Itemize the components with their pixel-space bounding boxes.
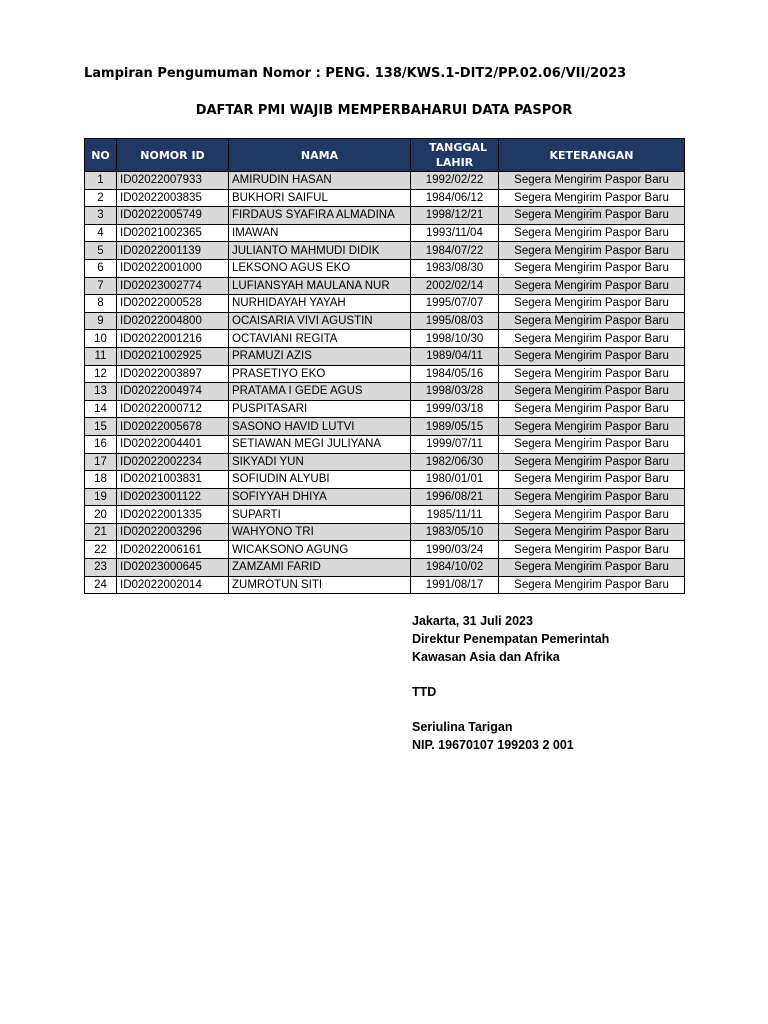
table-row	[85, 383, 685, 401]
cell-nama: IMAWAN	[229, 224, 411, 242]
column-header-note: KETERANGAN	[499, 139, 685, 172]
cell-nama: ZUMROTUN SITI	[229, 576, 411, 594]
cell-keterangan: Segera Mengirim Paspor Baru	[499, 541, 685, 559]
cell-keterangan: Segera Mengirim Paspor Baru	[499, 172, 685, 190]
cell-nomor-id: ID02022002234	[117, 453, 229, 471]
cell-no: 6	[85, 259, 117, 277]
cell-no: 3	[85, 207, 117, 225]
table-row	[85, 330, 685, 348]
table-row	[85, 418, 685, 436]
cell-tanggal-lahir: 1999/03/18	[411, 400, 499, 418]
cell-tanggal-lahir: 1989/04/11	[411, 347, 499, 365]
cell-nama: PRASETIYO EKO	[229, 365, 411, 383]
cell-keterangan: Segera Mengirim Paspor Baru	[499, 435, 685, 453]
cell-keterangan: Segera Mengirim Paspor Baru	[499, 207, 685, 225]
cell-nama: AMIRUDIN HASAN	[229, 172, 411, 190]
cell-tanggal-lahir: 2002/02/14	[411, 277, 499, 295]
table-row	[85, 172, 685, 190]
cell-nomor-id: ID02022003835	[117, 189, 229, 207]
cell-nama: LUFIANSYAH MAULANA NUR	[229, 277, 411, 295]
signature-position-line-2: Kawasan Asia dan Afrika	[412, 650, 560, 664]
table-row	[85, 506, 685, 524]
document-title: DAFTAR PMI WAJIB MEMPERBAHARUI DATA PASPOR	[195, 103, 573, 118]
cell-nama: SOFIUDIN ALYUBI	[229, 471, 411, 489]
cell-nama: LEKSONO AGUS EKO	[229, 259, 411, 277]
cell-tanggal-lahir: 1993/11/04	[411, 224, 499, 242]
annex-reference-line: Lampiran Pengumuman Nomor : PENG. 138/KWS.1-DIT2/PP.02.06/VII/2023	[84, 66, 627, 81]
cell-keterangan: Segera Mengirim Paspor Baru	[499, 576, 685, 594]
cell-nomor-id: ID02022004401	[117, 435, 229, 453]
cell-no: 24	[85, 576, 117, 594]
cell-nomor-id: ID02022003897	[117, 365, 229, 383]
cell-nomor-id: ID02022007933	[117, 172, 229, 190]
cell-nomor-id: ID02022006161	[117, 541, 229, 559]
cell-nama: SASONO HAVID LUTVI	[229, 418, 411, 436]
cell-keterangan: Segera Mengirim Paspor Baru	[499, 295, 685, 313]
column-header-id: NOMOR ID	[117, 139, 229, 172]
cell-tanggal-lahir: 1985/11/11	[411, 506, 499, 524]
cell-no: 10	[85, 330, 117, 348]
table-row	[85, 189, 685, 207]
cell-nomor-id: ID02023001122	[117, 488, 229, 506]
cell-tanggal-lahir: 1984/05/16	[411, 365, 499, 383]
column-header-no: NO	[85, 139, 117, 172]
cell-no: 13	[85, 383, 117, 401]
cell-nomor-id: ID02022001139	[117, 242, 229, 260]
cell-nama: SUPARTI	[229, 506, 411, 524]
cell-no: 7	[85, 277, 117, 295]
cell-tanggal-lahir: 1995/08/03	[411, 312, 499, 330]
cell-no: 11	[85, 347, 117, 365]
cell-tanggal-lahir: 1991/08/17	[411, 576, 499, 594]
cell-no: 17	[85, 453, 117, 471]
cell-no: 15	[85, 418, 117, 436]
cell-tanggal-lahir: 1990/03/24	[411, 541, 499, 559]
cell-tanggal-lahir: 1996/08/21	[411, 488, 499, 506]
cell-no: 21	[85, 523, 117, 541]
cell-keterangan: Segera Mengirim Paspor Baru	[499, 418, 685, 436]
cell-no: 23	[85, 559, 117, 577]
cell-nama: PUSPITASARI	[229, 400, 411, 418]
cell-keterangan: Segera Mengirim Paspor Baru	[499, 559, 685, 577]
cell-no: 12	[85, 365, 117, 383]
cell-no: 5	[85, 242, 117, 260]
cell-no: 2	[85, 189, 117, 207]
cell-nomor-id: ID02022000712	[117, 400, 229, 418]
table-row	[85, 259, 685, 277]
signatory-name: Seriulina Tarigan	[412, 720, 513, 734]
cell-no: 8	[85, 295, 117, 313]
cell-keterangan: Segera Mengirim Paspor Baru	[499, 330, 685, 348]
table-row	[85, 347, 685, 365]
cell-tanggal-lahir: 1998/12/21	[411, 207, 499, 225]
cell-nama: OCTAVIANI REGITA	[229, 330, 411, 348]
cell-nama: ZAMZAMI FARID	[229, 559, 411, 577]
cell-tanggal-lahir: 1984/07/22	[411, 242, 499, 260]
cell-tanggal-lahir: 1989/05/15	[411, 418, 499, 436]
cell-no: 9	[85, 312, 117, 330]
signature-block	[412, 612, 609, 754]
cell-no: 18	[85, 471, 117, 489]
table-row	[85, 400, 685, 418]
table-row	[85, 576, 685, 594]
cell-nama: SOFIYYAH DHIYA	[229, 488, 411, 506]
cell-nomor-id: ID02022004974	[117, 383, 229, 401]
cell-keterangan: Segera Mengirim Paspor Baru	[499, 506, 685, 524]
cell-keterangan: Segera Mengirim Paspor Baru	[499, 453, 685, 471]
cell-tanggal-lahir: 1998/03/28	[411, 383, 499, 401]
cell-keterangan: Segera Mengirim Paspor Baru	[499, 259, 685, 277]
cell-no: 16	[85, 435, 117, 453]
cell-no: 1	[85, 172, 117, 190]
cell-nama: SETIAWAN MEGI JULIYANA	[229, 435, 411, 453]
cell-keterangan: Segera Mengirim Paspor Baru	[499, 523, 685, 541]
cell-tanggal-lahir: 1995/07/07	[411, 295, 499, 313]
cell-nama: OCAISARIA VIVI AGUSTIN	[229, 312, 411, 330]
cell-nomor-id: ID02022005749	[117, 207, 229, 225]
cell-tanggal-lahir: 1983/08/30	[411, 259, 499, 277]
cell-tanggal-lahir: 1984/10/02	[411, 559, 499, 577]
column-header-name: NAMA	[229, 139, 411, 172]
cell-nomor-id: ID02022000528	[117, 295, 229, 313]
table-row	[85, 242, 685, 260]
table-row	[85, 453, 685, 471]
cell-nomor-id: ID02023002774	[117, 277, 229, 295]
cell-tanggal-lahir: 1992/02/22	[411, 172, 499, 190]
cell-keterangan: Segera Mengirim Paspor Baru	[499, 383, 685, 401]
cell-nomor-id: ID02021002925	[117, 347, 229, 365]
pmi-passport-table	[84, 138, 685, 594]
cell-no: 4	[85, 224, 117, 242]
table-row	[85, 523, 685, 541]
table-row	[85, 435, 685, 453]
cell-tanggal-lahir: 1998/10/30	[411, 330, 499, 348]
signature-place-date: Jakarta, 31 Juli 2023	[412, 614, 533, 628]
signatory-nip: NIP. 19670107 199203 2 001	[412, 738, 574, 752]
signature-position-line-1: Direktur Penempatan Pemerintah	[412, 632, 610, 646]
table-row	[85, 365, 685, 383]
table-row	[85, 207, 685, 225]
cell-nomor-id: ID02022001216	[117, 330, 229, 348]
cell-no: 22	[85, 541, 117, 559]
table-row	[85, 295, 685, 313]
cell-nomor-id: ID02021002365	[117, 224, 229, 242]
cell-no: 14	[85, 400, 117, 418]
cell-nama: PRATAMA I GEDE AGUS	[229, 383, 411, 401]
cell-keterangan: Segera Mengirim Paspor Baru	[499, 400, 685, 418]
cell-nama: FIRDAUS SYAFIRA ALMADINA	[229, 207, 411, 225]
cell-keterangan: Segera Mengirim Paspor Baru	[499, 312, 685, 330]
signature-signed-mark: TTD	[412, 685, 437, 699]
cell-keterangan: Segera Mengirim Paspor Baru	[499, 242, 685, 260]
cell-nomor-id: ID02022003296	[117, 523, 229, 541]
table-row	[85, 541, 685, 559]
cell-keterangan: Segera Mengirim Paspor Baru	[499, 365, 685, 383]
cell-nomor-id: ID02022001000	[117, 259, 229, 277]
table-header-row	[85, 139, 685, 172]
table-row	[85, 312, 685, 330]
cell-no: 20	[85, 506, 117, 524]
table-row	[85, 559, 685, 577]
cell-tanggal-lahir: 1999/07/11	[411, 435, 499, 453]
cell-nomor-id: ID02022002014	[117, 576, 229, 594]
cell-nama: JULIANTO MAHMUDI DIDIK	[229, 242, 411, 260]
cell-nama: NURHIDAYAH YAYAH	[229, 295, 411, 313]
table-row	[85, 224, 685, 242]
cell-keterangan: Segera Mengirim Paspor Baru	[499, 347, 685, 365]
cell-nomor-id: ID02021003831	[117, 471, 229, 489]
cell-tanggal-lahir: 1984/06/12	[411, 189, 499, 207]
cell-nomor-id: ID02022001335	[117, 506, 229, 524]
cell-nama: SIKYADI YUN	[229, 453, 411, 471]
cell-nama: WAHYONO TRI	[229, 523, 411, 541]
cell-tanggal-lahir: 1980/01/01	[411, 471, 499, 489]
cell-nama: PRAMUZI AZIS	[229, 347, 411, 365]
cell-no: 19	[85, 488, 117, 506]
table-row	[85, 471, 685, 489]
table-row	[85, 277, 685, 295]
cell-nomor-id: ID02023000645	[117, 559, 229, 577]
table-row	[85, 488, 685, 506]
cell-keterangan: Segera Mengirim Paspor Baru	[499, 471, 685, 489]
cell-nomor-id: ID02022004800	[117, 312, 229, 330]
column-header-birth-date: TANGGAL LAHIR	[411, 139, 499, 172]
cell-keterangan: Segera Mengirim Paspor Baru	[499, 277, 685, 295]
table-header	[85, 139, 685, 172]
cell-tanggal-lahir: 1983/05/10	[411, 523, 499, 541]
cell-nama: WICAKSONO AGUNG	[229, 541, 411, 559]
table-body	[85, 172, 685, 594]
cell-nomor-id: ID02022005678	[117, 418, 229, 436]
cell-keterangan: Segera Mengirim Paspor Baru	[499, 189, 685, 207]
cell-keterangan: Segera Mengirim Paspor Baru	[499, 488, 685, 506]
cell-tanggal-lahir: 1982/06/30	[411, 453, 499, 471]
cell-nama: BUKHORI SAIFUL	[229, 189, 411, 207]
cell-keterangan: Segera Mengirim Paspor Baru	[499, 224, 685, 242]
